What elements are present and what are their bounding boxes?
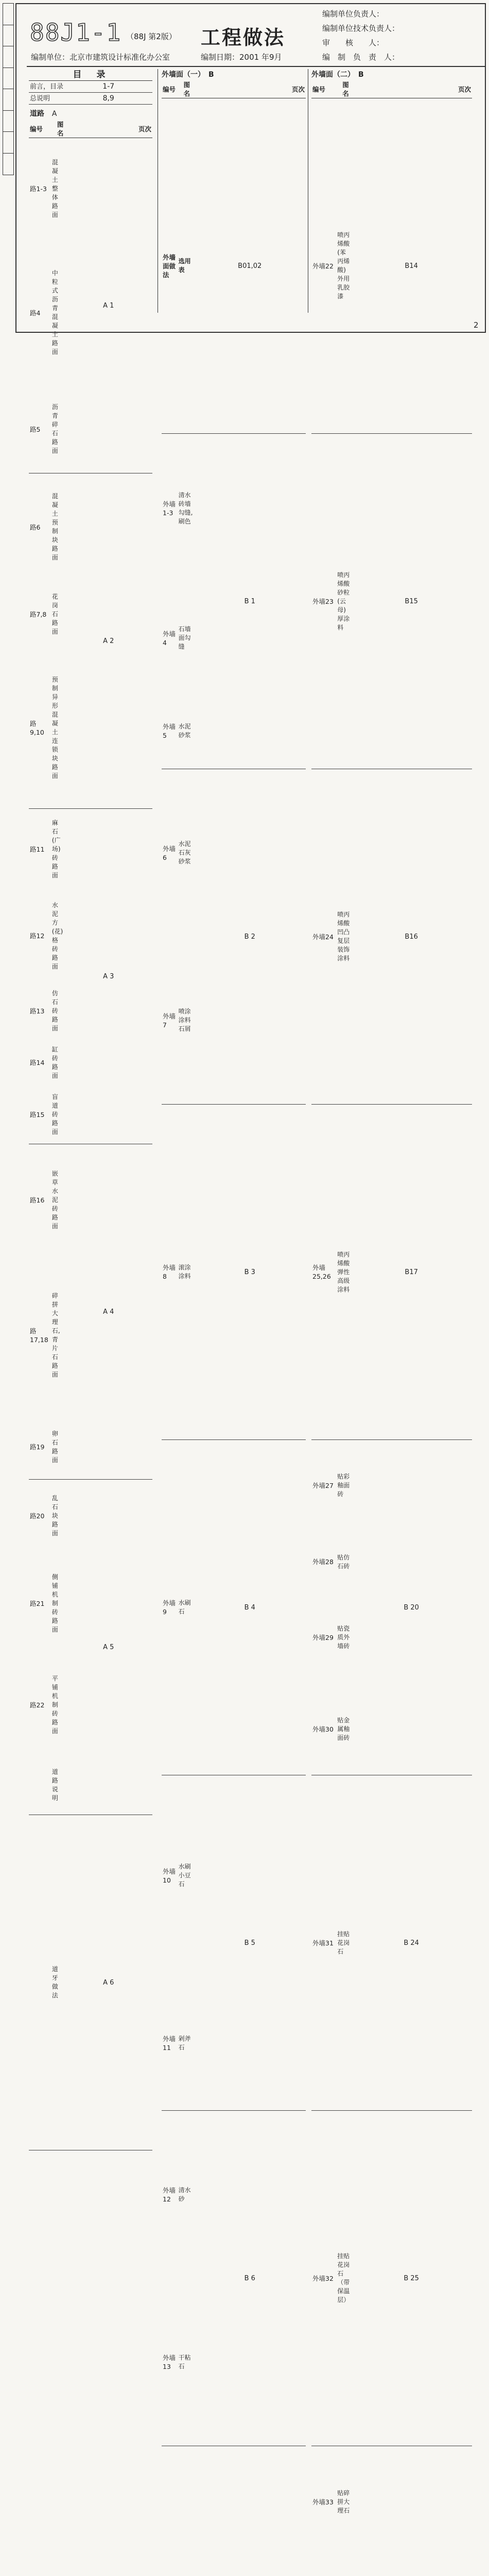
review-strip	[3, 3, 14, 175]
page-title: 工程做法	[201, 22, 285, 50]
entry-page: B 24	[351, 1775, 472, 2111]
entry-code: 外墙8	[162, 1105, 178, 1440]
entry-code: 路16	[29, 1144, 51, 1256]
table-row	[29, 138, 152, 240]
entry-name	[178, 2446, 194, 2576]
entry-page: B14	[351, 98, 472, 434]
responsible-row	[322, 35, 477, 49]
entry-name: 盲道砖路面	[51, 1086, 65, 1144]
table-row	[311, 1440, 472, 1532]
entry-page: 1-7	[64, 81, 152, 93]
entry-page: B17	[351, 1105, 472, 1440]
entry-code: 路15	[29, 1086, 51, 1144]
section-row	[29, 105, 152, 121]
entry-name: 清水砖墙勾缝,刷色	[178, 434, 194, 583]
responsible-label: 编制单位负责人：	[322, 8, 399, 19]
responsible-label: 编制单位技术负责人：	[322, 23, 399, 33]
entry-name: 混凝土整体路面	[51, 138, 65, 240]
column-header-row	[162, 80, 306, 98]
entry-page: B16	[351, 769, 472, 1105]
review-cell	[3, 68, 13, 90]
entry-page: B15	[351, 434, 472, 769]
entry-page: B 1	[194, 434, 306, 769]
contents-column-2	[162, 69, 306, 2576]
entry-code: 外墙1-3	[162, 434, 178, 583]
contents-table	[29, 81, 152, 2150]
column-header-code: 编号	[311, 80, 336, 98]
entry-page: B 2	[194, 769, 306, 1105]
entry-code: 路12	[29, 890, 51, 982]
entry-code: 外墙27	[311, 1440, 336, 1532]
entry-code: 外墙32	[311, 2111, 336, 2446]
entry-code: 路20	[29, 1480, 51, 1553]
table-row	[311, 2446, 472, 2558]
table-row	[162, 1775, 306, 1976]
table-row	[29, 1144, 152, 1256]
entry-name: 仿石砖路面	[51, 982, 65, 1040]
edition-label: （88J 第2版）	[126, 31, 177, 42]
entry-code: 外墙29	[311, 1592, 336, 1684]
table-row	[29, 1480, 152, 1553]
responsible-row	[322, 21, 477, 35]
entry-name: 清水砂	[178, 2111, 194, 2279]
entry-code: 外墙9	[162, 1440, 178, 1775]
entry-name: 干粘石	[178, 2278, 194, 2446]
entry-page: A 1	[64, 138, 152, 473]
entry-name: 卵石路面	[51, 1415, 65, 1480]
signature-area	[399, 23, 477, 33]
table-row	[311, 1775, 472, 2111]
entry-name: 滚涂涂料	[178, 1105, 194, 1440]
entry-code: 路11	[29, 809, 51, 890]
entry-code: 路21	[29, 1552, 51, 1654]
document-page	[0, 0, 489, 335]
entry-code: 外墙12	[162, 2111, 178, 2279]
responsible-block	[322, 6, 477, 64]
entry-page: B 25	[351, 2111, 472, 2446]
entry-code: 外墙25,26	[311, 1105, 336, 1440]
column-header-name: 图名	[51, 120, 65, 138]
contents-column-3	[311, 69, 472, 2576]
entry-name: 水刷小豆石	[178, 1775, 194, 1976]
entry-name: 水刷石	[178, 1440, 194, 1775]
entry-name: 选用表	[178, 98, 194, 434]
entry-code	[29, 1756, 51, 1815]
entry-code: 外墙23	[311, 434, 336, 769]
entry-code: 路13	[29, 982, 51, 1040]
page-number: 2	[474, 320, 479, 330]
entry-code: 路14	[29, 1040, 51, 1086]
entry-page	[194, 2446, 306, 2576]
review-cell	[3, 25, 13, 47]
entry-code: 路9,10	[29, 648, 51, 809]
entry-code: 路6	[29, 473, 51, 581]
compiling-unit: 编制单位：北京市建筑设计标准化办公室	[31, 52, 170, 62]
table-row	[162, 1105, 306, 1440]
entry-code: 路19	[29, 1415, 51, 1480]
entry-code: 路1-3	[29, 138, 51, 240]
table-row	[311, 98, 472, 434]
entry-code: 外墙面做法	[162, 98, 178, 434]
entry-page: B01,02	[194, 98, 306, 434]
entry-code: 外墙33	[311, 2446, 336, 2558]
contents-table	[162, 80, 306, 2576]
entry-page: B 4	[194, 1440, 306, 1775]
entry-page: A 4	[64, 1144, 152, 1480]
entry-name: 花岗石路面	[51, 581, 65, 648]
entry-name: 中粒式沥青混凝土路面	[51, 240, 65, 385]
entry-code: 路22	[29, 1654, 51, 1756]
entry-name: 贴碎拼大理石	[336, 2446, 351, 2558]
table-row	[162, 434, 306, 583]
entry-code: 路5	[29, 385, 51, 473]
compiling-date: 编制日期：2001 年9月	[201, 52, 282, 62]
header-divider	[27, 66, 485, 67]
signature-area	[399, 37, 477, 47]
entry-name: 水泥砂浆	[178, 694, 194, 769]
entry-name: 喷丙烯酸(苯丙烯酸)外用乳胶漆	[336, 98, 351, 434]
entry-code: 外墙24	[311, 769, 336, 1105]
table-row	[29, 93, 152, 105]
column-heading: 外墙面（一） B	[162, 69, 306, 80]
column-header-code: 编号	[29, 120, 51, 138]
entry-name: 嵌草水泥砖路面	[51, 1144, 65, 1256]
entry-code: 外墙4	[162, 583, 178, 694]
section-title: 道路	[29, 105, 51, 121]
entry-code: 外墙6	[162, 769, 178, 937]
column-header-name: 图名	[178, 80, 194, 98]
entry-name: 乱石块路面	[51, 1480, 65, 1553]
table-row	[29, 473, 152, 581]
contents-table	[311, 80, 472, 2576]
entry-code: 外墙7	[162, 937, 178, 1105]
entry-name: 挂贴花岗石	[336, 1775, 351, 2111]
section-letter: A	[51, 105, 152, 121]
entry-name: 沥青碎石路面	[51, 385, 65, 473]
entry-name: 贴仿石砖	[336, 1532, 351, 1592]
column-header-page: 页次	[64, 120, 152, 138]
entry-code: 路7,8	[29, 581, 51, 648]
table-row	[311, 769, 472, 1105]
entry-name: 水泥方(花)格砖路面	[51, 890, 65, 982]
entry-code	[162, 2446, 178, 2576]
responsible-label: 审 核 人：	[322, 37, 399, 48]
responsible-row	[322, 49, 477, 64]
table-row	[29, 1815, 152, 2150]
table-row	[29, 81, 152, 93]
entry-code	[29, 1815, 51, 2150]
entry-name	[336, 2558, 351, 2576]
entry-name: 总说明	[29, 93, 64, 105]
entry-name: 缸砖路面	[51, 1040, 65, 1086]
entry-name: 挂贴花岗石（带保温层）	[336, 2111, 351, 2446]
entry-page: B 3	[194, 1105, 306, 1440]
entry-name: 贴金属釉面砖	[336, 1683, 351, 1775]
entry-name: 贴瓷质外墙砖	[336, 1592, 351, 1684]
column-header-page: 页次	[194, 80, 306, 98]
entry-code: 路4	[29, 240, 51, 385]
review-cell	[3, 4, 13, 25]
entry-code	[311, 2558, 336, 2576]
entry-name: 平铺机制砖路面	[51, 1654, 65, 1756]
entry-code: 外墙13	[162, 2278, 178, 2446]
entry-code: 外墙10	[162, 1775, 178, 1976]
signature-area	[399, 8, 477, 19]
entry-name: 喷涂涂料石屑	[178, 937, 194, 1105]
standard-code: 88J1-1	[30, 20, 121, 45]
entry-name: 贴彩釉面砖	[336, 1440, 351, 1532]
entry-code: 路17,18	[29, 1256, 51, 1415]
entry-page: B 5	[194, 1775, 306, 2111]
column-header-name: 图名	[336, 80, 351, 98]
entry-name: 侧铺机制砖路面	[51, 1552, 65, 1654]
table-row	[162, 2111, 306, 2279]
entry-page	[351, 2446, 472, 2576]
review-cell	[3, 132, 13, 154]
entry-name: 喷丙烯酸砂粒(云母)厚涂料	[336, 434, 351, 769]
entry-name: 剁斧石	[178, 1976, 194, 2110]
entry-name: 喷丙烯酸弹性高级涂料	[336, 1105, 351, 1440]
entry-name: 水泥石灰砂浆	[178, 769, 194, 937]
table-row	[311, 1105, 472, 1440]
table-row	[29, 809, 152, 890]
review-cell	[3, 46, 13, 68]
entry-page: A 2	[64, 473, 152, 809]
table-row	[162, 2446, 306, 2576]
entry-name: 碎拼大理石,青片石路面	[51, 1256, 65, 1415]
entry-code: 外墙30	[311, 1683, 336, 1775]
table-row	[311, 2111, 472, 2446]
signature-area	[399, 52, 477, 62]
responsible-label: 编 制 负 责 人：	[322, 52, 399, 62]
entry-code: 外墙31	[311, 1775, 336, 2111]
entry-page: 8,9	[64, 93, 152, 105]
entry-page: A 6	[64, 1815, 152, 2150]
entry-name: 预制异形混凝土连锁块路面	[51, 648, 65, 809]
column-header-row	[311, 80, 472, 98]
column-header-code: 编号	[162, 80, 178, 98]
entry-page: A 5	[64, 1480, 152, 1815]
entry-page: A 3	[64, 809, 152, 1144]
responsible-row	[322, 6, 477, 21]
review-cell	[3, 111, 13, 132]
table-row	[311, 434, 472, 769]
table-row	[162, 98, 306, 434]
entry-name: 前言，目录	[29, 81, 64, 93]
review-cell	[3, 89, 13, 111]
review-cell	[3, 154, 13, 175]
entry-page: B 6	[194, 2111, 306, 2446]
entry-name: 麻石(广场)砖路面	[51, 809, 65, 890]
table-row	[162, 769, 306, 937]
table-row	[162, 1440, 306, 1775]
entry-code: 外墙5	[162, 694, 178, 769]
contents-column-1	[29, 69, 152, 2150]
column-header-row	[29, 120, 152, 138]
column-heading: 外墙面（二） B	[311, 69, 472, 80]
column-header-page: 页次	[351, 80, 472, 98]
entry-code: 外墙28	[311, 1532, 336, 1592]
entry-name: 混凝土预制块路面	[51, 473, 65, 581]
entry-code: 外墙11	[162, 1976, 178, 2110]
entry-name: 道牙做法	[51, 1815, 65, 2150]
column-heading: 目 录	[29, 69, 152, 81]
entry-name: 喷丙烯酸凹凸复层装饰涂料	[336, 769, 351, 1105]
entry-name: 道路说明	[51, 1756, 65, 1815]
entry-code: 外墙22	[311, 98, 336, 434]
entry-name: 石墙面勾缝	[178, 583, 194, 694]
entry-page: B 20	[351, 1440, 472, 1775]
